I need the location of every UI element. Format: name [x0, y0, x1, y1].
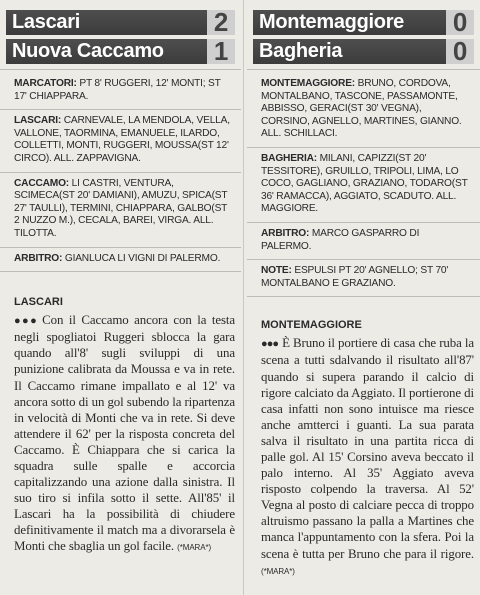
- team-name: Montemaggiore: [259, 11, 404, 33]
- team-bar-away: [253, 36, 474, 66]
- team-name: Bagheria: [259, 40, 343, 62]
- referee-label: ARBITRO:: [261, 227, 310, 239]
- referee-block: [0, 248, 241, 273]
- lineup-bagheria: [247, 148, 480, 223]
- team-name: Lascari: [12, 11, 80, 33]
- team-bar-home: [253, 7, 474, 37]
- lineup-label: MONTEMAGGIORE:: [261, 78, 355, 89]
- left-column: [0, 0, 241, 557]
- team-score: 0: [446, 10, 474, 35]
- lineup-label: BAGHERIA:: [261, 152, 317, 164]
- article-title: LASCARI: [14, 296, 63, 309]
- lineup-montemaggiore: [247, 69, 480, 148]
- lineup-label: LASCARI:: [14, 115, 62, 127]
- referee-text: GIANLUCA LI VIGNI DI PALERMO.: [64, 252, 221, 264]
- article-body: [0, 308, 241, 556]
- notes-block: [247, 260, 480, 297]
- article-text: È Bruno il portiere di casa che ruba la scena a tutti sdalvando il risultato all'87' quando si supera parando il calcio di rigore calciato da Aggiato. Il portierone di casa infatti non sono intuisce ma riesce anche amtterci i guanti. La sua parata salva il risultato in una partita ricca di palle gol. Al 15' Corsino aveva beccato il palo interno. Al 35' Aggiato aveva risposto colpendo la traversa. Al 52' Vegna al posto di calciare pecca di troppo altruismo passano la palla a Martines che manca l'appuntamento con la sfera. Poi la scena è tutta per Bruno che para il rigore.: [261, 336, 474, 561]
- team-bar-home: [6, 7, 235, 37]
- column-divider: [243, 0, 244, 595]
- lineup-lascari: [0, 110, 241, 172]
- notes-label: NOTE:: [261, 265, 292, 277]
- scorers-label: MARCATORI:: [14, 78, 77, 89]
- team-score: 2: [207, 10, 235, 35]
- team-name: Nuova Caccamo: [12, 40, 164, 62]
- right-column: [247, 0, 480, 580]
- referee-label: ARBITRO:: [14, 252, 63, 264]
- team-bar-away: [6, 36, 235, 66]
- bullet-dots-icon: ●●●: [14, 315, 39, 328]
- article-text: Con il Caccamo ancora con la testa negli spogliatoi Ruggeri sblocca la gara quando all'8' sugli sviluppi di una punizione calibrata da Moussa e va in rete. Il Caccamo rimane impallato e al 12' va ancora sotto di un gol subendo la ripartenza in velocità di Monti che va in rete. Si deve attendere il 62' per la risposta concreta del Caccamo. È Chiappara che si carica la squadra sulle spalle e accorcia capitalizzando una azione dalla sinistra. Il suo tiro si infila sotto il sette. All'85' il Lascari ha la possibilità di chiudere definitivamente il match ma a divorarsela è Monti che sbaglia un gol facile.: [14, 313, 235, 554]
- team-score: 1: [207, 39, 235, 64]
- lineup-text: CARNEVALE, LA MENDOLA, VELLA, VALLONE, TAORMINA, EMANUELE, ILARDO, COLLETTI, MONTI, RUGGERI, MOUSSA(ST 12' CIRCO). ALL. ZAPPAVIGNA.: [14, 115, 230, 164]
- bullet-dots-icon: ●●●: [261, 338, 279, 351]
- lineup-text: BRUNO, CORDOVA, MONTALBANO, TASCONE, PASSAMONTE, ABBISSO, GERACI(ST 30' VEGNA), CORSINO, AGNELLO, MARTINES, GIANNO. ALL. SCHILLACI.: [261, 78, 462, 140]
- lineup-caccamo: [0, 173, 241, 248]
- lineup-label: CACCAMO:: [14, 177, 69, 189]
- lineup-text: LI CASTRI, VENTURA, SCIMECA(ST 20' DAMIANI), AMUZU, SPICA(ST 27' TAULLI), TERMINI, CHIAPPARA, GALBO(ST 2 NUZZO M.), CECALA, BAREI, VIRGA. ALL. TILOTTA.: [14, 177, 228, 239]
- referee-text: MARCO GASPARRO DI PALERMO.: [261, 227, 420, 252]
- scorers-text: PT 8' RUGGERI, 12' MONTI; ST 17' CHIAPPARA.: [14, 78, 221, 102]
- byline: (*MARA*): [261, 566, 295, 576]
- article-body: [247, 331, 480, 579]
- article-title: MONTEMAGGIORE: [261, 319, 362, 332]
- lineup-text: MILANI, CAPIZZI(ST 20' TESSITORE), GRUILLO, TRIPOLI, LIMA, LO COCO, GAGLIANO, GRAZIANO, TODARO(ST 36' RAMACCA), AGGIATO, SCADUTO. ALL. MAGGIORE.: [261, 152, 468, 215]
- team-score: 0: [446, 39, 474, 64]
- scorers-block: [0, 69, 241, 110]
- referee-block: [247, 223, 480, 260]
- byline: (*MARA*): [177, 543, 212, 553]
- notes-text: ESPULSI PT 20' AGNELLO; ST 70' MONTALBANO E GRAZIANO.: [261, 265, 449, 289]
